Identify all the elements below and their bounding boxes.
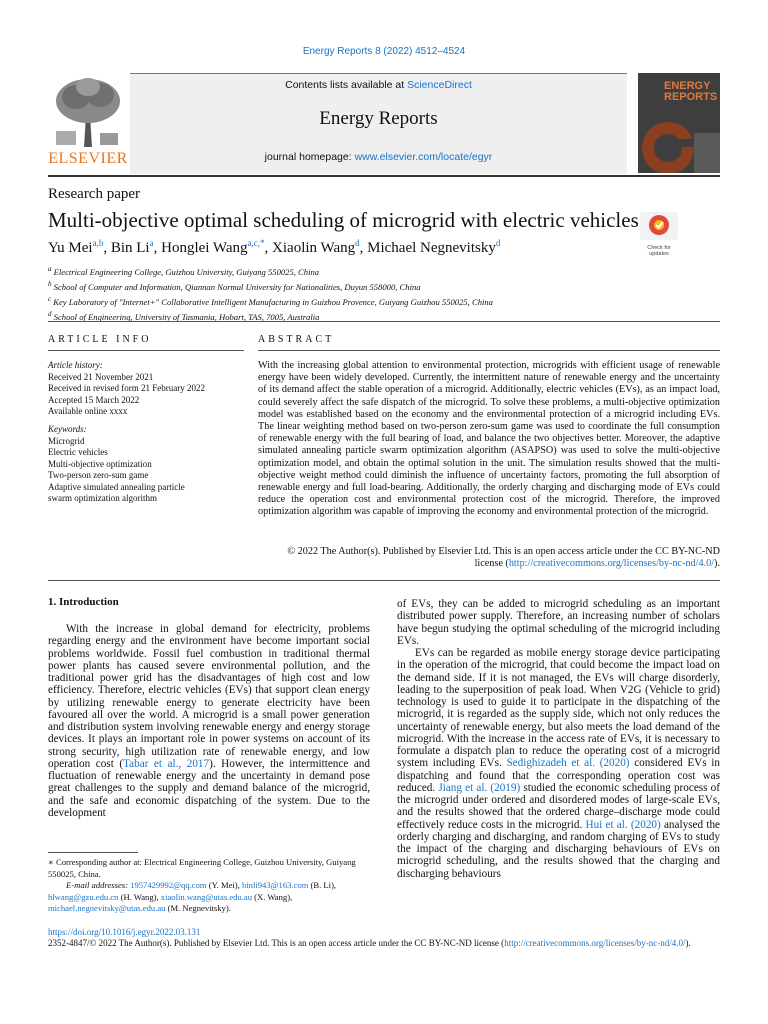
journal-citation[interactable] [0, 46, 768, 57]
homepage-line: journal homepage: www.elsevier.com/locate/egyr [264, 151, 493, 163]
history-item: Available online xxxx [48, 406, 128, 416]
keywords: Keywords: Microgrid Electric vehicles Multi-objective optimization Two-person zero-sum game Adaptive simulated annealing particle swarm optimization algorithm [48, 424, 248, 505]
license-link[interactable]: http://creativecommons.org/licenses/by-nc-nd/4.0/ [508, 558, 715, 570]
corresponding-author: ∗ Corresponding author at: Electrical Engineering College, Guizhou University, Guiyang 550025, China. [48, 857, 356, 879]
sciencedirect-link[interactable]: ScienceDirect [407, 79, 472, 91]
divider [48, 321, 720, 322]
footnote [48, 857, 370, 915]
affiliation: $^c$ Key Laboratory of "Internet+" Collaborative Intelligent Manufacturing in Guizhou Provence, Guiyang Guizhou 550025, China [48, 294, 493, 307]
keyword: Microgrid [48, 435, 85, 446]
paragraph: of EVs, they can be added to microgrid scheduling as an important distributed power supply. Therefore, an increasing number of scholars have begun studying the optimal scheduling of the microgrid including EVs. [397, 598, 720, 647]
keyword: Multi-objective optimization [48, 458, 152, 469]
cover-title: ENERGY REPORTS [664, 80, 718, 103]
affiliation: $^a$ Electrical Engineering College, Guizhou University, Guiyang 550025, China [48, 265, 320, 277]
check-for-updates-badge[interactable]: Check for updates [640, 212, 678, 252]
keyword: Electric vehicles [48, 447, 108, 457]
author-name[interactable]: Yu Mei [48, 240, 93, 256]
section-heading-introduction: 1. Introduction [48, 596, 119, 608]
contents-line: Contents lists available at ScienceDirect [285, 79, 472, 91]
author-name[interactable]: Xiaolin Wang [272, 240, 356, 256]
article-info-heading: ARTICLE INFO [48, 334, 152, 345]
affiliations [48, 263, 708, 322]
article-type: Research paper [48, 186, 141, 202]
email-addresses: E-mail addresses: 1957429992@qq.com (Y. Mei), binli943@163.com (B. Li), hlwang@gzu.edu.cn (H. Wang), xiaolin.wang@utas.edu.au (X. Wang), michael.negnevitsky@utas.edu.au (M. Negnevitsky). [48, 880, 337, 913]
divider [48, 350, 244, 351]
author-list: Yu Mei$^{a,b}$, Bin Li$^a$, Honglei Wang$^{a,c,*}$, Xiaolin Wang$^d$, Michael Negnevitsky$^d$ [48, 238, 501, 256]
email-link[interactable]: 1957429992@qq.com [130, 880, 207, 890]
email-link[interactable]: michael.negnevitsky@utas.edu.au [48, 903, 166, 913]
author-affiliation-mark[interactable]: d [495, 238, 501, 248]
body-column-left [48, 623, 370, 819]
affiliation: $^d$ School of Engineering, University of Tasmania, Hobart, TAS, 7005, Australia [48, 309, 320, 322]
keyword: Two-person zero-sum game [48, 470, 149, 480]
doi-link[interactable]: https://doi.org/10.1016/j.egyr.2022.03.131 [48, 927, 201, 937]
license-statement: 2352-4847/© 2022 The Author(s). Published by Elsevier Ltd. This is an open access article under the CC BY-NC-ND license (http://creativecommons.org/licenses/by-nc-nd/4.0/). [48, 938, 691, 948]
history-item: Received 21 November 2021 [48, 371, 154, 382]
author-name[interactable]: Honglei Wang [161, 240, 248, 256]
author-affiliation-mark[interactable]: a,b [92, 238, 104, 248]
author-name[interactable]: Bin Li [110, 240, 150, 256]
abstract-heading: ABSTRACT [258, 334, 335, 345]
divider [258, 350, 720, 351]
reference-link[interactable]: Sedighizadeh et al. (2020) [506, 757, 630, 770]
divider [48, 580, 720, 581]
history-item: Accepted 15 March 2022 [48, 394, 140, 405]
abstract-copyright: © 2022 The Author(s). Published by Elsevier Ltd. This is an open access article under the CC BY-NC-ND license (http://creativecommons.org/licenses/by-nc-nd/4.0/). [287, 546, 720, 570]
keyword: Adaptive simulated annealing particle [48, 481, 185, 492]
citation-link[interactable]: Energy Reports 8 (2022) 4512–4524 [302, 46, 466, 57]
license-link[interactable]: http://creativecommons.org/licenses/by-nc-nd/4.0/ [504, 938, 686, 948]
reference-link[interactable]: Jiang et al. (2019) [438, 781, 521, 794]
body-column-right [397, 598, 720, 880]
paragraph: EVs can be regarded as mobile energy storage device participating in the operation of the microgrid, that could become the impact load on the demand side. If it is not managed, the EVs will charge disorderly, leading to the superposition of peak load. When V2G (Vehicle to grid) technology is used to guide it to participate in the dispatching of the microgrid, it is regarded as the supply side, which not only reduces the uncertainty of renewable energy, but also meets the load demand of the microgrid. With the increase in the access rate of EVs, it is necessary to formulate a dispatch plan to reduce the operating cost of a microgrid system including EVs. Sedighizadeh et al. (2020) considered EVs in dispatching and found that the corresponding operation cost was reduced. Jiang et al. (2019) studied the economic scheduling process of the microgrid under ordered and disordered modes of large-scale EVs, and the results showed that the ordered charge–discharge mode could effectively reduce costs in the microgrid. Hui et al. (2020) analysed the orderly charging and discharging, and random charging of EVs to study the impact of the charging and discharging behaviours of EVs on microgrid scheduling, and the results showed that the charging and discharging behaviours [397, 647, 721, 880]
author-name[interactable]: Michael Negnevitsky [367, 240, 496, 256]
article-title: Multi-objective optimal scheduling of microgrid with electric vehicles [48, 208, 639, 232]
author-affiliation-mark[interactable]: a,c,* [247, 238, 265, 248]
email-link[interactable]: xiaolin.wang@utas.edu.au [160, 891, 253, 902]
email-link[interactable]: binli943@163.com [241, 880, 309, 890]
journal-name: Energy Reports [319, 108, 438, 129]
abstract-text: With the increasing global attention to environmental protection, microgrids with efficient usage of renewable energy have been widely developed. Currently, the intermittent nature of renewable energy and the uncertainty of its demand affect the stable operation of a microgrid. Additionally, electric vehicles (EVs), as an impact load, could severely affect the safe dispatch of the microgrid. To solve these problems, a multi-objective optimization model was established based on the economy and the environmental protection of a microgrid including EVs. The linear weighting method based on two-person zero-sum game was used to coordinate the full consumption of renewable energy with the full bearing of load, and balance the two objectives better. Moreover, the adaptive simulated annealing particle swarm optimization algorithm (ASAPSO) was used to solve the multi-objective optimization model, and obtain the optimal solution in the unit. The simulation results showed that the multi-objective weight method could diminish the influence of uncertainty factors, promoting the full absorption of renewable energy and full load-bearing. Additionally, the orderly charging and discharging mode of EVs could reduce the operation cost and environmental protection cost of the microgrid. Therefore, the improved optimization algorithm was capable of improving the economy and environmental protection of the microgrid. [258, 360, 720, 518]
footnote-divider [48, 852, 138, 853]
reference-link[interactable]: Tabar et al., 2017 [123, 757, 210, 770]
article-history: Article history: Received 21 November 2021 Received in revised form 21 February 2022 Accepted 15 March 2022 Available online xxxx [48, 360, 248, 418]
elsevier-wordmark: ELSEVIER [48, 150, 128, 167]
author-affiliation-mark[interactable]: a [149, 238, 154, 248]
email-link[interactable]: hlwang@gzu.edu.cn [48, 891, 119, 902]
doi[interactable] [48, 927, 200, 937]
reference-link[interactable]: Hui et al. (2020) [585, 818, 661, 831]
affiliation: $^b$ School of Computer and Information, Qiannan Normal University for Nationalities, Duyun 558000, China [48, 279, 421, 292]
homepage-link[interactable]: www.elsevier.com/locate/egyr [354, 151, 493, 163]
paragraph: With the increase in global demand for electricity, problems regarding energy and the environment have become important social problems worldwide. Fossil fuel combustion in traditional thermal power plants has caused severe environmental pollution, and the traditional power grid has the disadvantages of high cost and low efficiency. Therefore, electric vehicles (EVs) that support clean energy by utilizing renewable energy to generate electricity have been favoured all over the world. A microgrid is a small power generation and distribution system involving renewable energy and energy storage devices. It plays an important role in power systems on account of its strong security, high utilization rate of renewable energy, and low operation cost (Tabar et al., 2017). However, the intermittence and fluctuation of renewable energy and the uncertainty in demand pose great challenges to the supply and demand balance of the microgrid, and the safe and economic dispatching of the system. Due to the development [48, 623, 370, 819]
author-affiliation-mark[interactable]: d [355, 238, 360, 248]
history-item: Received in revised form 21 February 2022 [48, 383, 205, 393]
journal-cover-image [638, 73, 720, 173]
header-divider [48, 175, 720, 177]
keyword: swarm optimization algorithm [48, 493, 157, 503]
